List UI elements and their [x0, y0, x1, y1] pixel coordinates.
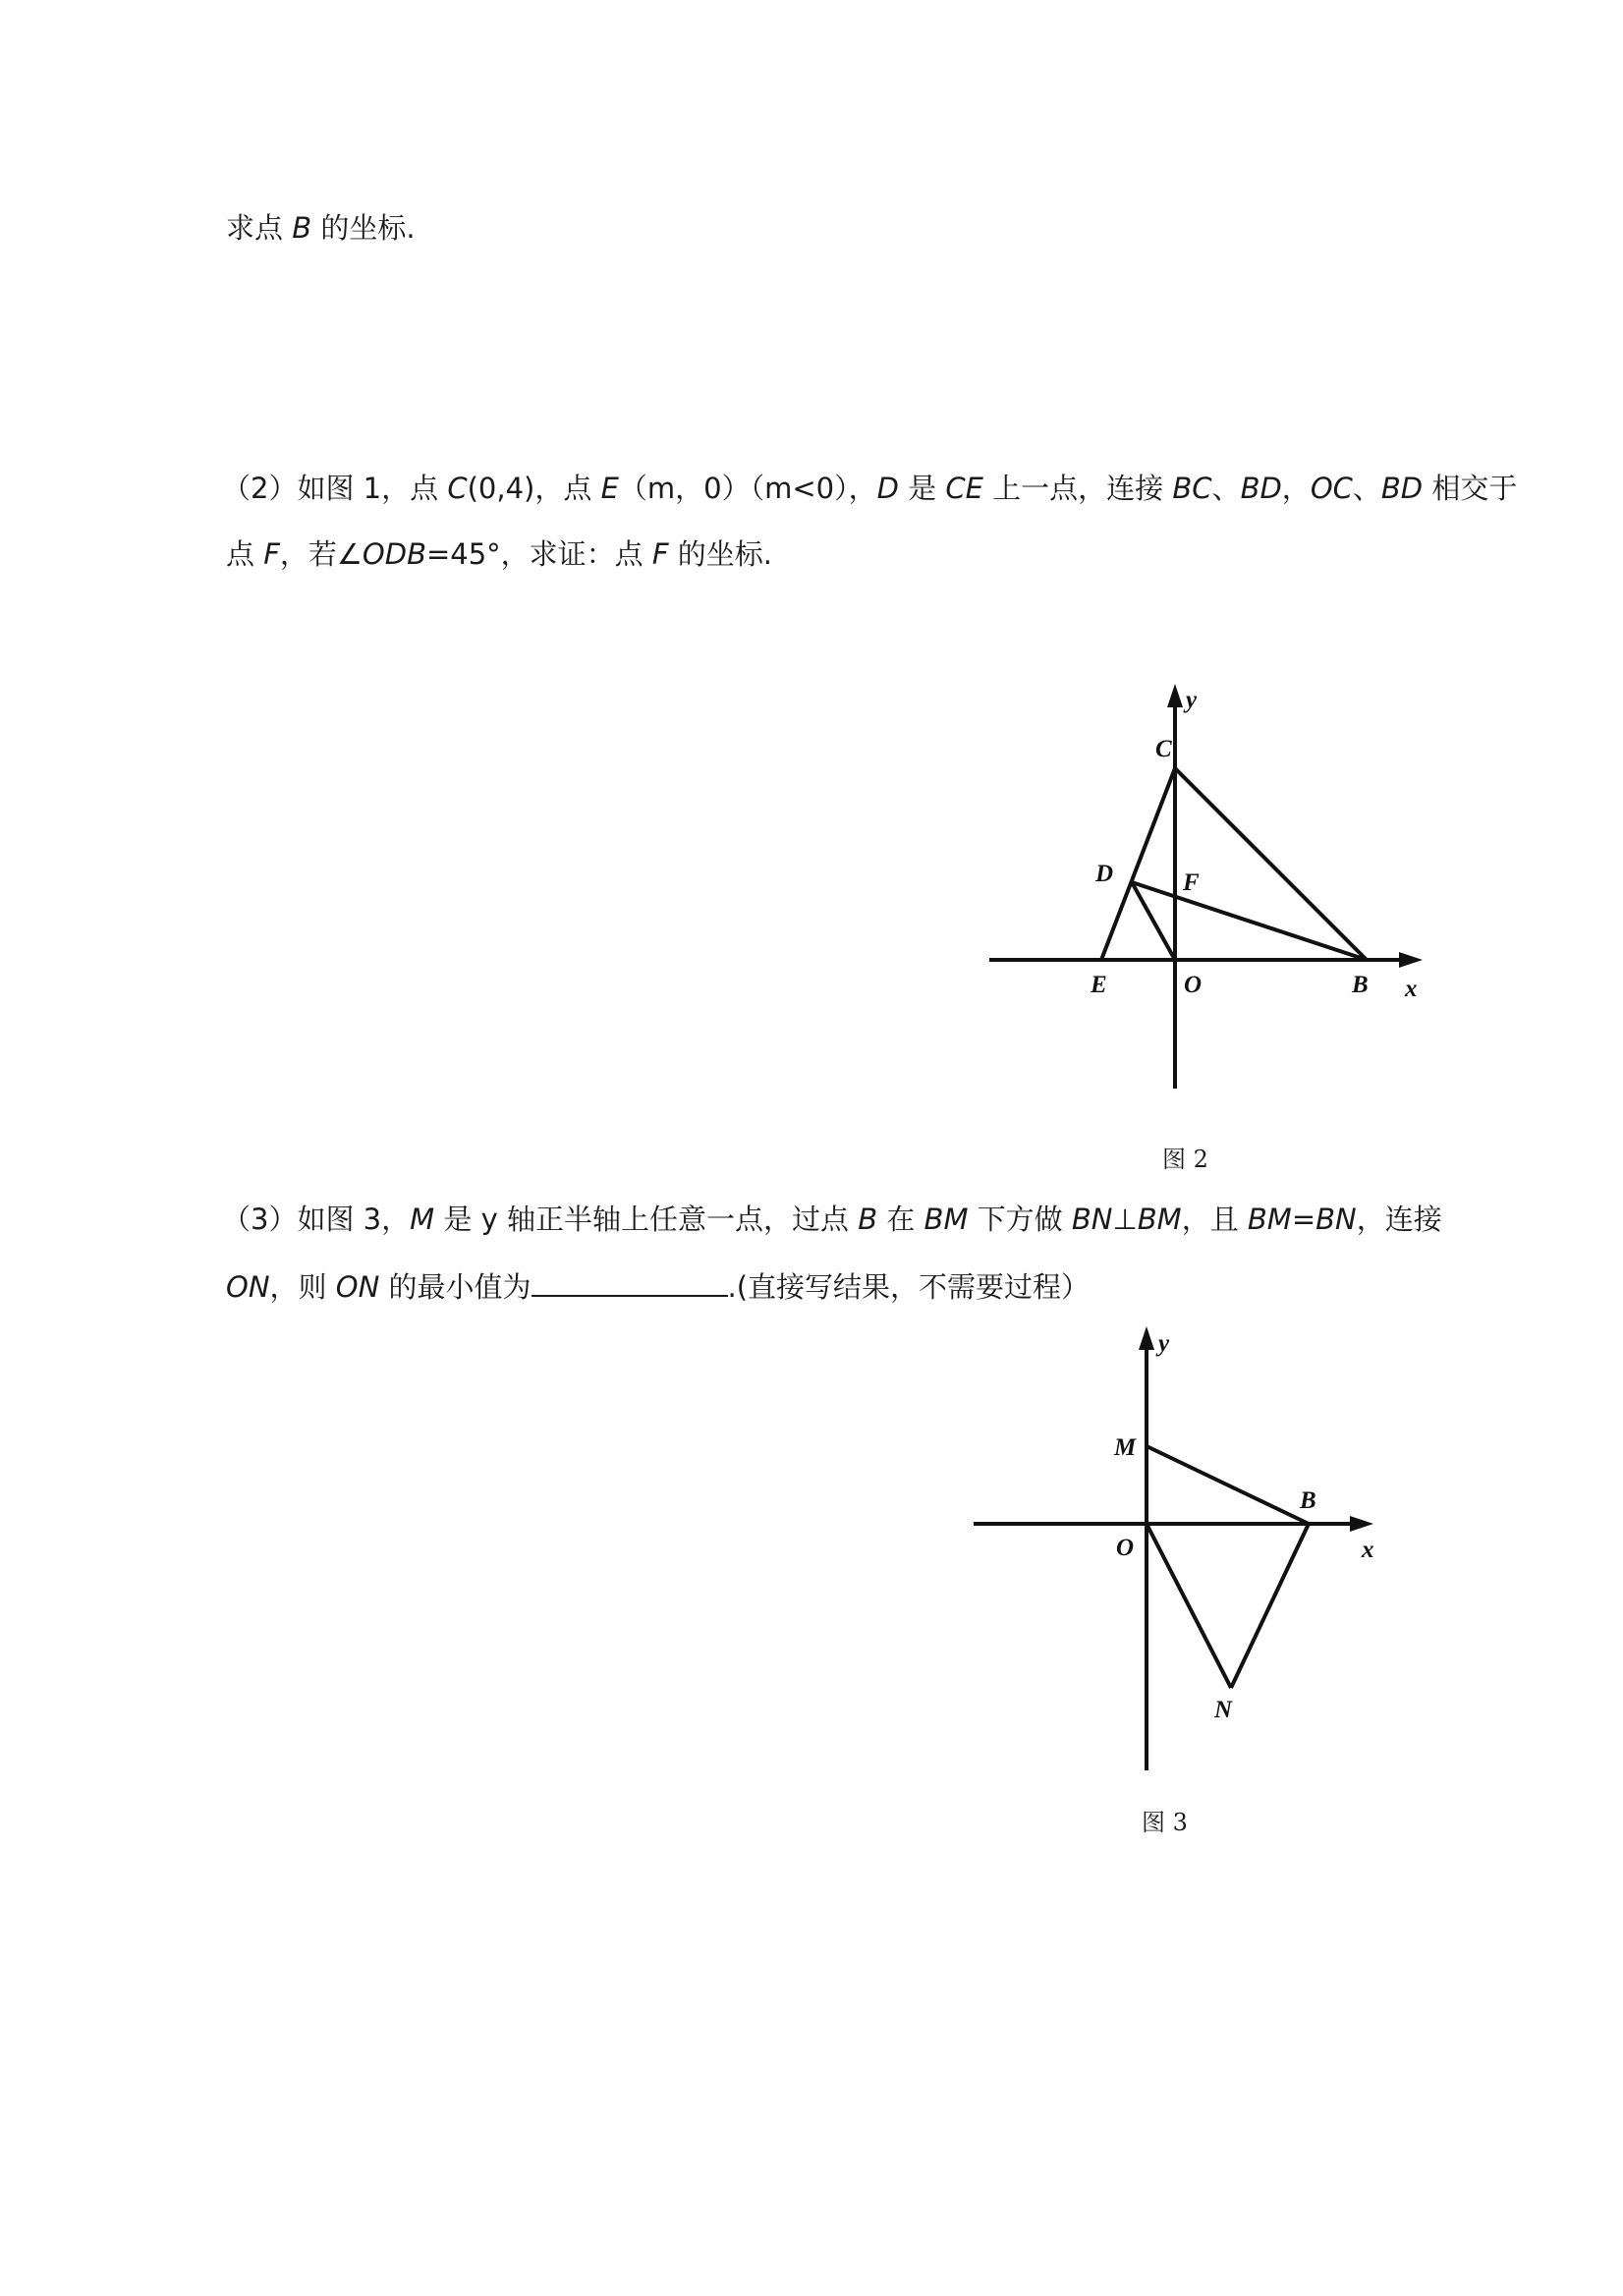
fig3-segment-ON [1147, 1524, 1231, 1688]
fig3-y-arrow [1139, 1326, 1154, 1350]
fig2-label-B: B [1352, 972, 1369, 998]
fig2-label-E: E [1091, 972, 1107, 998]
question-2-line-1: （2）如图 1，点 C(0,4)，点 E（m，0）（m<0），D 是 CE 上一点，连接 BC、BD，OC、BD 相交于 [222, 472, 1518, 505]
fig2-label-F: F [1183, 869, 1200, 896]
fig2-label-C: C [1155, 736, 1172, 762]
fig3-label-x: x [1362, 1537, 1374, 1563]
question-1-tail: 求点 B 的坐标. [226, 211, 416, 245]
fig2-label-D: D [1095, 861, 1114, 887]
question-2-line-2: 点 F，若∠ODB=45°，求证：点 F 的坐标. [226, 537, 773, 571]
figure-2-caption: 图 2 [1162, 1146, 1208, 1173]
fig3-x-arrow [1350, 1516, 1373, 1532]
fig3-segment-NB [1231, 1524, 1309, 1688]
fig3-label-M: M [1114, 1434, 1137, 1461]
fig2-label-O: O [1184, 972, 1203, 998]
fig3-label-N: N [1214, 1697, 1233, 1723]
fig3-label-O: O [1116, 1535, 1135, 1561]
question-3-line-1: （3）如图 3，M 是 y 轴正半轴上任意一点，过点 B 在 BM 下方做 BN⊥BM，且 BM=BN，连接 [222, 1203, 1442, 1236]
fig3-label-B: B [1300, 1487, 1316, 1514]
fig2-label-y: y [1186, 687, 1198, 713]
fig3-label-y: y [1158, 1330, 1170, 1357]
figure-3-caption: 图 3 [1142, 1809, 1188, 1836]
fig3-segment-MB [1147, 1446, 1309, 1524]
fig2-label-x: x [1405, 976, 1418, 1002]
question-3-line-2: ON，则 ON 的最小值为 .(直接写结果，不需要过程） [226, 1270, 1091, 1304]
